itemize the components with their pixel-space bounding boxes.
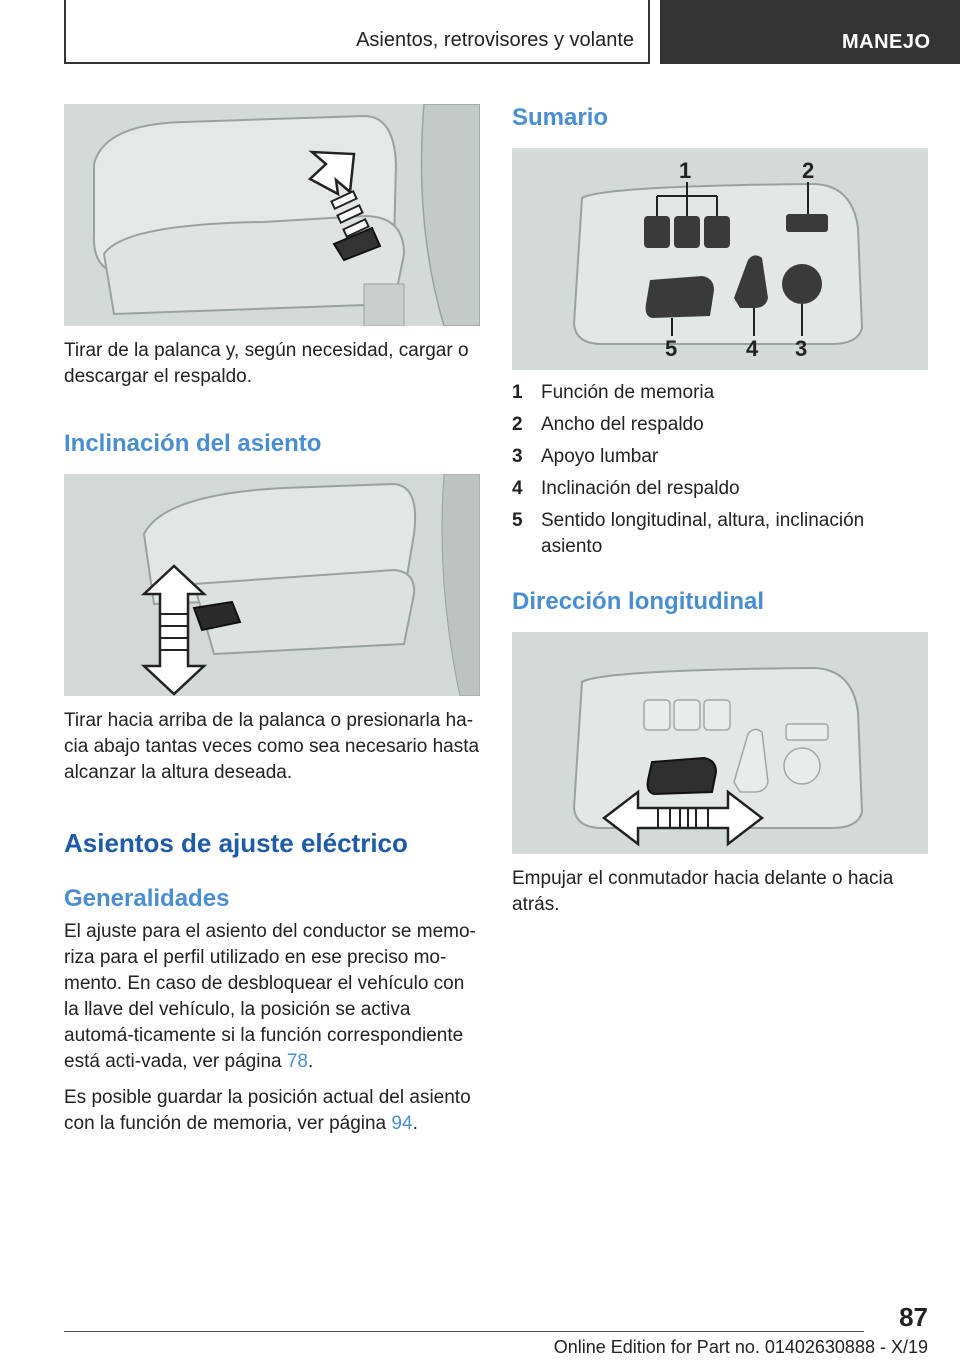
general-p2-end: . — [412, 1113, 418, 1134]
backrest-lever-figure — [64, 104, 480, 326]
longitudinal-heading: Dirección longitudinal — [512, 588, 765, 615]
page-number: 87 — [899, 1302, 928, 1332]
fig-label-5: 5 — [665, 336, 678, 361]
fig-label-2: 2 — [802, 158, 815, 183]
fig-label-3: 3 — [795, 336, 808, 361]
header-chapter-tab[interactable] — [660, 0, 960, 64]
fig-label-4: 4 — [746, 336, 759, 361]
right-column — [512, 104, 928, 918]
general-p1-text: El ajuste para el asiento del conductor se memo-riza para el perfil utilizado en ese preciso mo-mento. En caso de desbloquear el vehículo con la llave del vehículo, la posición se activa automá-ticamente si la función correspondiente está acti-vada, ver página — [64, 921, 476, 1072]
summary-heading: Sumario — [512, 104, 609, 131]
backrest-lever-caption: Tirar de la palanca y, según necesidad, cargar o descargar el respaldo. — [64, 340, 469, 387]
header-section-title: Asientos, retrovisores y volante — [356, 29, 634, 51]
general-paragraph-2 — [64, 1085, 480, 1137]
fig-label-1: 1 — [679, 158, 692, 183]
page-link-78[interactable]: 78 — [286, 1051, 308, 1072]
memory-buttons — [644, 216, 730, 248]
left-column — [64, 104, 480, 1137]
list-item: 3 Apoyo lumbar — [512, 446, 659, 467]
list-item: 4 Inclinación del respaldo — [512, 478, 740, 499]
general-paragraph-1 — [64, 919, 480, 1075]
controls-summary-figure — [512, 148, 928, 370]
general-p2-text: Es posible guardar la posición actual del asiento con la función de memoria, ver página — [64, 1087, 471, 1134]
page-link-94[interactable]: 94 — [391, 1113, 413, 1134]
electric-seats-heading: Asientos de ajuste eléctrico — [64, 828, 408, 858]
longitudinal-figure — [512, 632, 928, 854]
footer-edition: Online Edition for Part no. 01402630888 - X/19 — [553, 1337, 928, 1357]
footer-divider — [64, 1331, 864, 1332]
header-chapter-label: MANEJO — [842, 31, 931, 53]
seat-tilt-caption: Tirar hacia arriba de la palanca o presionarla ha-cia abajo tantas veces como sea necesario hasta alcanzar la altura deseada. — [64, 710, 480, 783]
seat-tilt-figure — [64, 474, 480, 696]
general-heading: Generalidades — [64, 885, 230, 912]
list-item: 1 Función de memoria — [512, 382, 715, 403]
list-item: 2 Ancho del respaldo — [512, 414, 704, 435]
list-item: 5 Sentido longitudinal, altura, inclinación asiento — [512, 510, 865, 557]
longitudinal-caption: Empujar el conmutador hacia delante o hacia atrás. — [512, 868, 894, 915]
controls-legend-list — [512, 380, 928, 560]
general-p1-end: . — [308, 1051, 314, 1072]
tilt-heading: Inclinación del asiento — [64, 430, 322, 457]
header-section-box — [64, 0, 650, 64]
